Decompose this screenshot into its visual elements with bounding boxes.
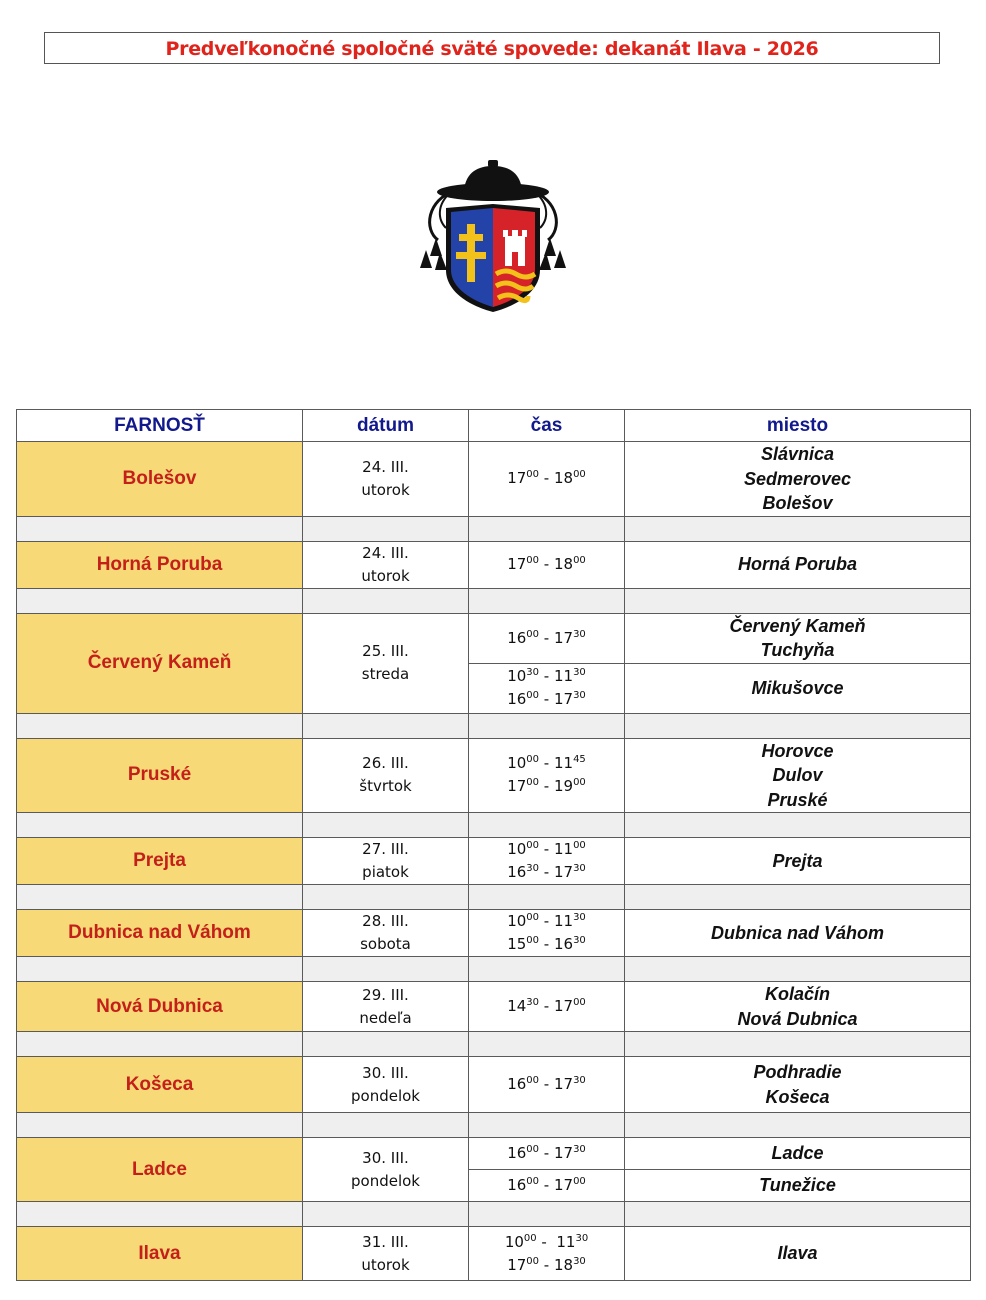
time-end-hour: 11	[553, 667, 574, 685]
spacer-cell	[303, 1113, 469, 1138]
time-end-hour: 16	[553, 935, 574, 953]
weekday-value: utorok	[361, 1255, 410, 1274]
time-separator: -	[539, 912, 554, 930]
parish-cell: Nová Dubnica	[17, 982, 303, 1032]
place-name: Červený Kameň	[729, 615, 866, 636]
time-separator: -	[539, 935, 554, 953]
spacer-cell	[17, 516, 303, 541]
date-value: 24. III.	[362, 457, 409, 476]
place-cell	[625, 1138, 971, 1170]
place-name: Dubnica nad Váhom	[710, 922, 885, 943]
place-cell	[625, 442, 971, 517]
date-value: 31. III.	[362, 1232, 409, 1251]
column-header-parish: FARNOSŤ	[17, 410, 303, 442]
time-start-minutes: 00	[526, 840, 540, 851]
date-value: 27. III.	[362, 840, 409, 858]
time-range	[469, 995, 624, 1018]
time-range	[469, 1142, 624, 1165]
place-name: Kolačín	[764, 984, 830, 1004]
weekday-value: štvrtok	[359, 777, 412, 796]
time-cell	[469, 738, 625, 813]
time-start-hour: 17	[507, 469, 527, 488]
time-end-hour: 17	[553, 1075, 574, 1093]
parish-cell: Košeca	[17, 1057, 303, 1113]
time-separator: -	[539, 754, 554, 773]
time-end-hour: 17	[553, 1176, 574, 1194]
place-cell	[625, 1057, 971, 1113]
time-range	[469, 467, 624, 490]
time-range	[469, 775, 624, 798]
time-start-minutes: 00	[526, 1176, 540, 1187]
parish-cell: Bolešov	[17, 442, 303, 517]
time-start-hour: 10	[507, 667, 527, 685]
spacer-cell	[303, 1202, 469, 1227]
parish-cell: Pruské	[17, 738, 303, 813]
time-end-hour: 17	[553, 997, 574, 1015]
spacer-row	[17, 1032, 971, 1057]
date-cell	[303, 982, 469, 1032]
place-name: Ilava	[777, 1243, 818, 1264]
time-separator: -	[539, 1176, 554, 1194]
time-start-hour: 16	[507, 1176, 527, 1194]
column-header-place: miesto	[625, 410, 971, 442]
time-end-minutes: 30	[573, 912, 586, 923]
table-row	[17, 738, 971, 813]
time-range	[469, 1174, 624, 1197]
time-end-minutes: 30	[573, 935, 586, 946]
place-name: Tunežice	[759, 1175, 836, 1196]
time-separator: -	[539, 1075, 554, 1093]
time-separator: -	[539, 777, 554, 796]
place-cell	[625, 1227, 971, 1281]
time-end-minutes: 30	[573, 690, 586, 701]
spacer-cell	[469, 588, 625, 613]
weekday-value: utorok	[361, 480, 410, 499]
date-value: 28. III.	[362, 912, 409, 930]
time-start-minutes: 00	[523, 1232, 537, 1244]
spacer-cell	[625, 1113, 971, 1138]
time-end-hour: 17	[553, 863, 574, 881]
time-start-hour: 16	[507, 1075, 527, 1093]
weekday-value: sobota	[360, 935, 411, 953]
spacer-row	[17, 885, 971, 910]
spacer-cell	[625, 957, 971, 982]
table-row	[17, 442, 971, 517]
place-name: Ladce	[771, 1143, 824, 1164]
spacer-cell	[303, 713, 469, 738]
parish-cell: Dubnica nad Váhom	[17, 910, 303, 957]
table-row	[17, 613, 971, 663]
time-start-hour: 16	[507, 690, 527, 708]
spacer-cell	[469, 1113, 625, 1138]
time-end-minutes: 00	[573, 840, 586, 851]
time-start-minutes: 00	[526, 754, 540, 766]
place-name: Košeca	[765, 1086, 830, 1107]
weekday-value: piatok	[362, 863, 409, 881]
date-value: 30. III.	[362, 1148, 409, 1167]
date-value: 30. III.	[362, 1063, 409, 1082]
place-name: Podhradie	[753, 1062, 842, 1082]
place-name: Mikušovce	[751, 677, 844, 698]
time-start-hour: 10	[504, 1232, 524, 1251]
spacer-row	[17, 713, 971, 738]
time-end-hour: 17	[553, 1144, 574, 1162]
spacer-cell	[17, 1032, 303, 1057]
table-row	[17, 910, 971, 957]
table-row	[17, 541, 971, 588]
time-start-minutes: 00	[526, 628, 540, 640]
spacer-cell	[625, 713, 971, 738]
time-separator: -	[539, 840, 554, 858]
table-row	[17, 838, 971, 885]
spacer-cell	[17, 1202, 303, 1227]
spacer-cell	[303, 1032, 469, 1057]
spacer-cell	[625, 516, 971, 541]
time-cell	[469, 1227, 625, 1281]
time-end-hour: 18	[553, 555, 574, 573]
spacer-cell	[17, 1113, 303, 1138]
time-cell	[469, 663, 625, 713]
parish-cell: Ladce	[17, 1138, 303, 1202]
time-start-hour: 16	[507, 1144, 527, 1162]
time-separator: -	[539, 469, 554, 488]
document-title: Predveľkonočné spoločné sväté spovede: dekanát Ilava - 2026	[44, 32, 940, 64]
weekday-value: utorok	[361, 566, 410, 585]
time-start-minutes: 00	[526, 555, 540, 566]
table-row	[17, 1227, 971, 1281]
column-header-date: dátum	[303, 410, 469, 442]
date-value: 29. III.	[362, 985, 409, 1004]
confession-schedule-table	[16, 409, 971, 1281]
spacer-cell	[469, 885, 625, 910]
time-start-minutes: 00	[526, 469, 540, 481]
weekday-value: streda	[361, 665, 410, 683]
spacer-cell	[17, 813, 303, 838]
place-cell	[625, 541, 971, 588]
place-name: Sedmerovec	[743, 468, 852, 489]
weekday-value: pondelok	[351, 1171, 420, 1190]
spacer-cell	[625, 588, 971, 613]
date-value: 26. III.	[362, 754, 409, 773]
spacer-cell	[469, 713, 625, 738]
time-end-hour: 18	[553, 469, 574, 488]
time-start-hour: 10	[507, 754, 527, 773]
time-range	[469, 752, 624, 775]
place-cell	[625, 838, 971, 885]
time-end-minutes: 30	[573, 1144, 586, 1155]
time-end-minutes: 00	[573, 1176, 586, 1187]
time-start-minutes: 00	[526, 1144, 540, 1155]
time-start-hour: 16	[507, 863, 527, 881]
time-end-hour: 11	[553, 840, 574, 858]
time-separator: -	[536, 1232, 557, 1251]
place-name: Tuchyňa	[760, 640, 835, 660]
spacer-cell	[469, 957, 625, 982]
time-end-minutes: 00	[573, 555, 586, 566]
time-start-hour: 10	[507, 840, 527, 858]
time-start-minutes: 30	[526, 863, 540, 874]
time-end-minutes: 00	[573, 777, 586, 789]
spacer-row	[17, 1113, 971, 1138]
time-separator: -	[539, 690, 554, 708]
time-start-minutes: 00	[526, 1255, 540, 1267]
time-range	[469, 1073, 624, 1096]
spacer-cell	[303, 957, 469, 982]
time-separator: -	[539, 997, 554, 1015]
place-cell	[625, 663, 971, 713]
time-end-hour: 17	[553, 628, 574, 647]
time-end-hour: 11	[553, 912, 574, 930]
place-name: Horná Poruba	[737, 554, 857, 575]
spacer-cell	[625, 1032, 971, 1057]
spacer-row	[17, 813, 971, 838]
place-cell	[625, 982, 971, 1032]
weekday-value: nedeľa	[359, 1008, 412, 1027]
time-end-hour: 18	[553, 1255, 574, 1274]
time-start-minutes: 30	[526, 997, 540, 1008]
time-start-hour: 17	[507, 777, 527, 796]
spacer-row	[17, 957, 971, 982]
time-end-minutes: 30	[573, 628, 586, 640]
time-start-hour: 16	[507, 628, 527, 647]
spacer-cell	[303, 885, 469, 910]
place-name: Horovce	[761, 740, 834, 761]
time-range	[469, 665, 624, 688]
place-name: Pruské	[767, 789, 828, 810]
time-separator: -	[539, 667, 554, 685]
time-end-minutes: 30	[573, 1255, 586, 1267]
time-end-hour: 11	[553, 754, 574, 773]
table-header-row	[17, 410, 971, 442]
time-end-minutes: 45	[573, 754, 586, 766]
spacer-cell	[17, 957, 303, 982]
table-row	[17, 982, 971, 1032]
time-end-minutes: 30	[575, 1232, 589, 1244]
spacer-cell	[303, 588, 469, 613]
time-range	[469, 861, 624, 884]
spacer-row	[17, 1202, 971, 1227]
parish-cell: Horná Poruba	[17, 541, 303, 588]
time-cell	[469, 1138, 625, 1170]
place-name: Slávnica	[760, 444, 835, 464]
time-end-minutes: 30	[573, 863, 586, 874]
time-cell	[469, 613, 625, 663]
time-separator: -	[539, 628, 554, 647]
time-range	[469, 1231, 624, 1254]
spacer-cell	[469, 813, 625, 838]
table-row	[17, 1138, 971, 1170]
time-range	[469, 627, 624, 650]
time-end-minutes: 00	[573, 997, 586, 1008]
place-cell	[625, 613, 971, 663]
time-cell	[469, 1170, 625, 1202]
time-end-minutes: 00	[573, 469, 586, 481]
date-value: 25. III.	[362, 642, 409, 660]
time-separator: -	[539, 863, 554, 881]
date-cell	[303, 1057, 469, 1113]
place-cell	[625, 910, 971, 957]
spacer-cell	[625, 1202, 971, 1227]
column-header-time: čas	[469, 410, 625, 442]
place-name: Dulov	[772, 765, 823, 785]
time-range	[469, 910, 624, 933]
table-row	[17, 1057, 971, 1113]
date-cell	[303, 738, 469, 813]
parish-cell: Ilava	[17, 1227, 303, 1281]
time-start-hour: 14	[507, 997, 527, 1015]
time-start-minutes: 00	[526, 690, 540, 701]
date-cell	[303, 1227, 469, 1281]
time-start-hour: 17	[507, 555, 527, 573]
time-separator: -	[539, 1255, 554, 1274]
date-cell	[303, 442, 469, 517]
time-start-minutes: 00	[526, 912, 540, 923]
time-start-hour: 10	[507, 912, 527, 930]
spacer-cell	[17, 713, 303, 738]
date-cell	[303, 541, 469, 588]
place-cell	[625, 738, 971, 813]
table-body	[17, 442, 971, 1281]
spacer-row	[17, 588, 971, 613]
time-cell	[469, 541, 625, 588]
time-start-minutes: 30	[526, 667, 540, 678]
spacer-cell	[17, 885, 303, 910]
time-cell	[469, 838, 625, 885]
time-cell	[469, 982, 625, 1032]
time-range	[469, 1254, 624, 1277]
spacer-cell	[469, 1202, 625, 1227]
date-cell	[303, 1138, 469, 1202]
time-start-minutes: 00	[526, 935, 540, 946]
diocese-coat-of-arms-icon	[416, 160, 570, 316]
date-cell	[303, 613, 469, 713]
spacer-cell	[303, 813, 469, 838]
date-value: 24. III.	[362, 543, 409, 562]
place-name: Bolešov	[762, 493, 833, 513]
spacer-cell	[469, 1032, 625, 1057]
time-cell	[469, 1057, 625, 1113]
time-end-minutes: 30	[573, 1075, 586, 1086]
spacer-cell	[625, 885, 971, 910]
parish-cell: Prejta	[17, 838, 303, 885]
weekday-value: pondelok	[351, 1086, 420, 1105]
time-cell	[469, 910, 625, 957]
parish-cell: Červený Kameň	[17, 613, 303, 713]
time-range	[469, 553, 624, 576]
time-start-hour: 17	[507, 1255, 527, 1274]
time-cell	[469, 442, 625, 517]
date-cell	[303, 910, 469, 957]
time-start-minutes: 00	[526, 777, 540, 789]
time-separator: -	[539, 555, 554, 573]
place-name: Prejta	[772, 850, 823, 871]
place-cell	[625, 1170, 971, 1202]
time-end-hour: 17	[553, 690, 574, 708]
place-name: Nová Dubnica	[737, 1008, 858, 1029]
date-cell	[303, 838, 469, 885]
time-separator: -	[539, 1144, 554, 1162]
time-range	[469, 933, 624, 956]
spacer-cell	[303, 516, 469, 541]
time-start-hour: 15	[507, 935, 527, 953]
spacer-cell	[17, 588, 303, 613]
time-range	[469, 838, 624, 861]
spacer-row	[17, 516, 971, 541]
time-end-minutes: 30	[573, 667, 586, 678]
time-end-hour: 11	[556, 1232, 576, 1251]
spacer-cell	[625, 813, 971, 838]
time-end-hour: 19	[553, 777, 574, 796]
time-range	[469, 688, 624, 711]
spacer-cell	[469, 516, 625, 541]
time-start-minutes: 00	[526, 1075, 540, 1086]
